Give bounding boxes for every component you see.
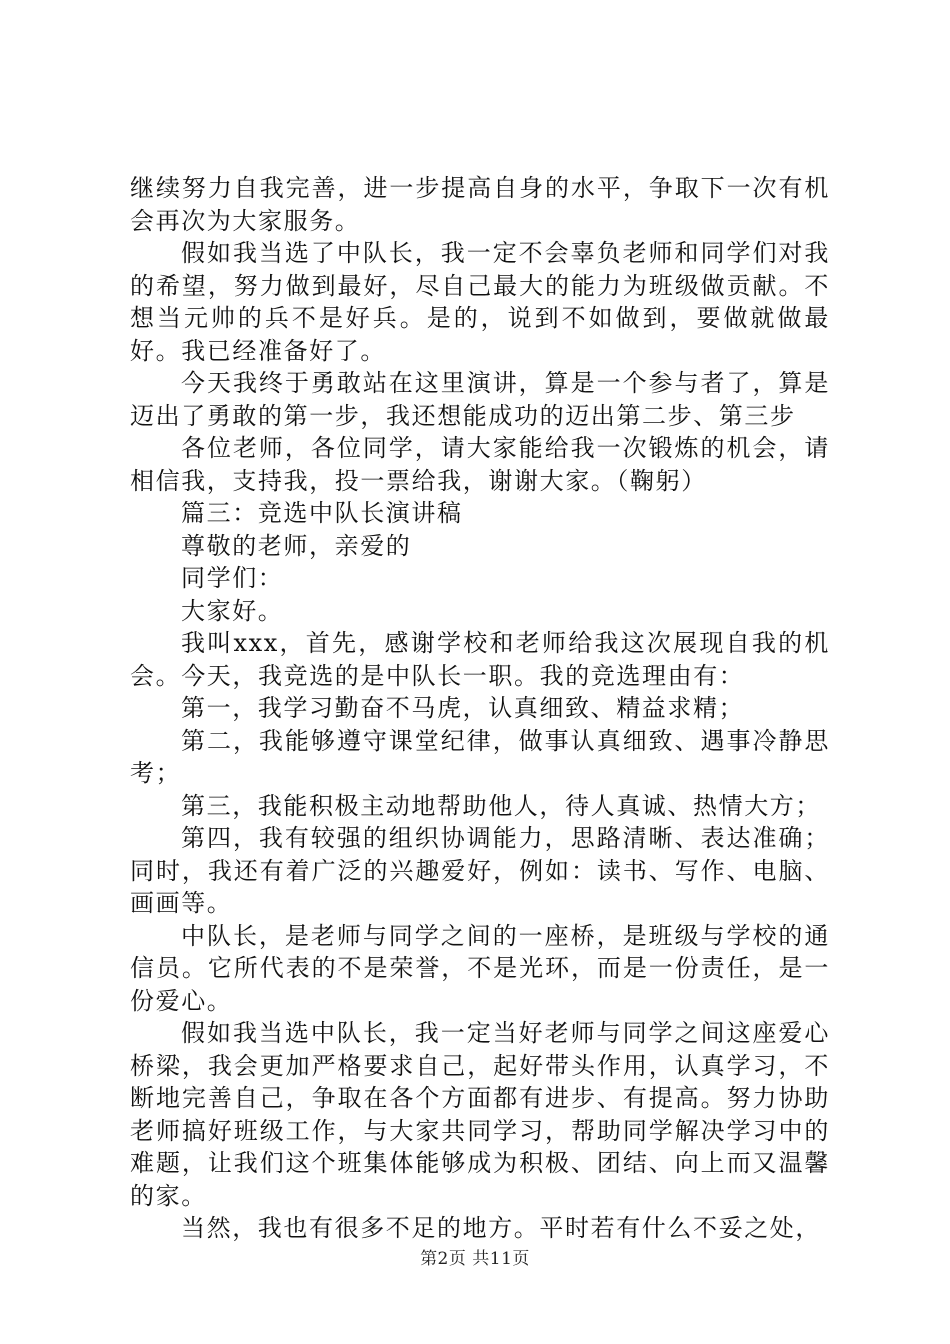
salutation-line: 同学们： bbox=[181, 564, 284, 592]
reason-item: 第二，我能够遵守课堂纪律，做事认真细致、遇事冷静思考； bbox=[130, 726, 830, 787]
paragraph: 今天我终于勇敢站在这里演讲，算是一个参与者了，算是迈出了勇敢的第一步，我还想能成功的迈出第二步、第三步 bbox=[130, 369, 830, 430]
greeting-line: 大家好。 bbox=[181, 596, 284, 625]
page-footer: 第2页 共11页 bbox=[420, 1249, 530, 1269]
reason-item: 第一，我学习勤奋不马虎，认真细致、精益求精； bbox=[181, 694, 745, 722]
paragraph: 假如我当选了中队长，我一定不会辜负老师和同学们对我的希望，努力做到最好，尽自己最大的能力为班级做贡献。不想当元帅的兵不是好兵。是的，说到不如做到，要做就做最好。我已经准备好了。 bbox=[130, 239, 830, 365]
paragraph: 各位老师，各位同学，请大家能给我一次锻炼的机会，请相信我，支持我，投一票给我，谢谢大家。（鞠躬） bbox=[130, 434, 830, 495]
paragraph: 继续努力自我完善，进一步提高自身的水平，争取下一次有机会再次为大家服务。 bbox=[130, 174, 830, 235]
paragraph: 假如我当选中队长，我一定当好老师与同学之间这座爱心桥梁，我会更加严格要求自己，起好带头作用，认真学习，不断地完善自己，争取在各个方面都有进步、有提高。努力协助老师搞好班级工作，与大家共同学习，帮助同学解决学习中的难题，让我们这个班集体能够成为积极、团结、向上而又温馨的家。 bbox=[130, 1019, 830, 1210]
section-heading: 篇三：竞选中队长演讲稿 bbox=[181, 499, 463, 527]
reason-item: 第三，我能积极主动地帮助他人，待人真诚、热情大方； bbox=[181, 791, 821, 820]
paragraph: 我叫xxx，首先，感谢学校和老师给我这次展现自我的机会。今天，我竞选的是中队长一职。我的竞选理由有： bbox=[130, 629, 830, 690]
reason-item: 第四，我有较强的组织协调能力，思路清晰、表达准确；同时，我还有着广泛的兴趣爱好，例如：读书、写作、电脑、画画等。 bbox=[130, 824, 830, 917]
paragraph: 中队长，是老师与同学之间的一座桥，是班级与学校的通信员。它所代表的不是荣誉，不是光环，而是一份责任，是一份爱心。 bbox=[130, 921, 830, 1015]
paragraph: 当然，我也有很多不足的地方。平时若有什么不妥之处， bbox=[181, 1214, 821, 1242]
salutation-line: 尊敬的老师，亲爱的 bbox=[181, 531, 412, 560]
document-body bbox=[130, 172, 830, 1245]
